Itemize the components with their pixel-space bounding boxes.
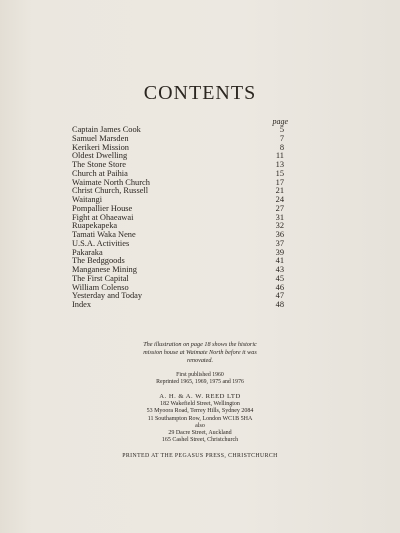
page-column-label: page [272, 117, 288, 126]
toc-entry [72, 301, 284, 310]
toc-entry-title: Ruapekapeka [72, 221, 118, 231]
publisher-name: A. H. & A. W. REED LTD [159, 393, 241, 400]
toc-entry [72, 292, 284, 301]
toc-entry-page: 8 [279, 142, 284, 152]
toc-entry-title: Samuel Marsden [72, 133, 129, 143]
toc-entry-page: 11 [275, 151, 284, 161]
toc-entry-title: Tamati Waka Nene [72, 230, 136, 239]
toc-entry-title: The First Capital [72, 273, 129, 283]
toc-entry-title: Manganese Mining [72, 265, 137, 274]
toc-entry-title: William Colenso [72, 282, 129, 292]
publisher-address: 29 Dacre Street, Auckland [168, 430, 232, 437]
toc-entry-page: 37 [275, 238, 284, 248]
toc-entry-title: Fight at Ohaeawai [72, 212, 134, 222]
publisher-address: 53 Myoora Road, Terrey Hills, Sydney 2084 [146, 408, 254, 415]
toc-entry-page: 48 [275, 300, 284, 309]
toc-entry [72, 187, 284, 196]
toc-entry-page: 27 [275, 203, 284, 213]
toc-entry-page: 5 [279, 125, 284, 134]
toc-entry-page: 15 [275, 168, 284, 178]
illustration-note-line: The illustration on page 18 shows the historic [143, 341, 257, 348]
first-published: First published 1960 [176, 372, 224, 378]
toc-entry-title: Pakaraka [72, 247, 103, 257]
toc-entry-title: Kerikeri Mission [72, 142, 129, 152]
illustration-note-line: mission house at Waimate North before it was [143, 349, 257, 356]
toc-entry-page: 32 [275, 221, 284, 231]
table-of-contents [72, 126, 284, 310]
toc-entry-title: U.S.A. Activities [72, 238, 130, 248]
toc-entry-title: Oldest Dwelling [72, 151, 128, 161]
publisher-block [90, 393, 310, 444]
toc-entry-title: Index [72, 300, 92, 309]
toc-entry-title: The Stone Store [72, 160, 126, 169]
toc-entry-title: Waitangi [72, 195, 103, 204]
publisher-address: 11 Southampton Row, London WC1B 5HA [147, 415, 253, 422]
toc-entry-page: 17 [275, 177, 284, 187]
publisher-address: 182 Wakefield Street, Wellington [160, 401, 240, 408]
toc-entry [72, 240, 284, 249]
toc-entry-page: 24 [275, 195, 284, 204]
contents-heading: CONTENTS [143, 82, 257, 104]
toc-entry-title: Waimate North Church [72, 177, 150, 187]
toc-entry-page: 21 [275, 186, 284, 196]
toc-entry-title: Yesterday and Today [72, 291, 143, 301]
toc-entry-page: 46 [275, 282, 284, 292]
publisher-also: also [195, 422, 205, 429]
toc-entry-page: 43 [275, 265, 284, 274]
illustration-note [100, 341, 300, 365]
toc-entry-page: 39 [275, 247, 284, 257]
toc-entry-page: 45 [275, 273, 284, 283]
toc-entry-title: Christ Church, Russell [72, 186, 149, 196]
toc-entry-page: 47 [275, 291, 284, 301]
printer-imprint: PRINTED AT THE PEGASUS PRESS, CHRISTCHURCH [122, 453, 278, 459]
toc-entry-page: 31 [275, 212, 284, 222]
toc-entry-page: 36 [275, 230, 284, 239]
publication-history [100, 372, 300, 386]
toc-entry-title: Pompallier House [72, 203, 133, 213]
toc-entry-page: 41 [275, 256, 284, 266]
illustration-note-line: renovated. [186, 357, 214, 364]
publisher-address: 165 Cashel Street, Christchurch [161, 437, 239, 444]
toc-entry-page: 7 [279, 133, 284, 143]
reprint-history: Reprinted 1965, 1969, 1975 and 1976 [156, 379, 244, 386]
toc-entry-title: Church at Paihia [72, 168, 128, 178]
toc-entry-page: 13 [275, 160, 284, 169]
toc-entry-title: Captain James Cook [72, 125, 141, 134]
toc-entry-title: The Bedggoods [72, 256, 125, 266]
